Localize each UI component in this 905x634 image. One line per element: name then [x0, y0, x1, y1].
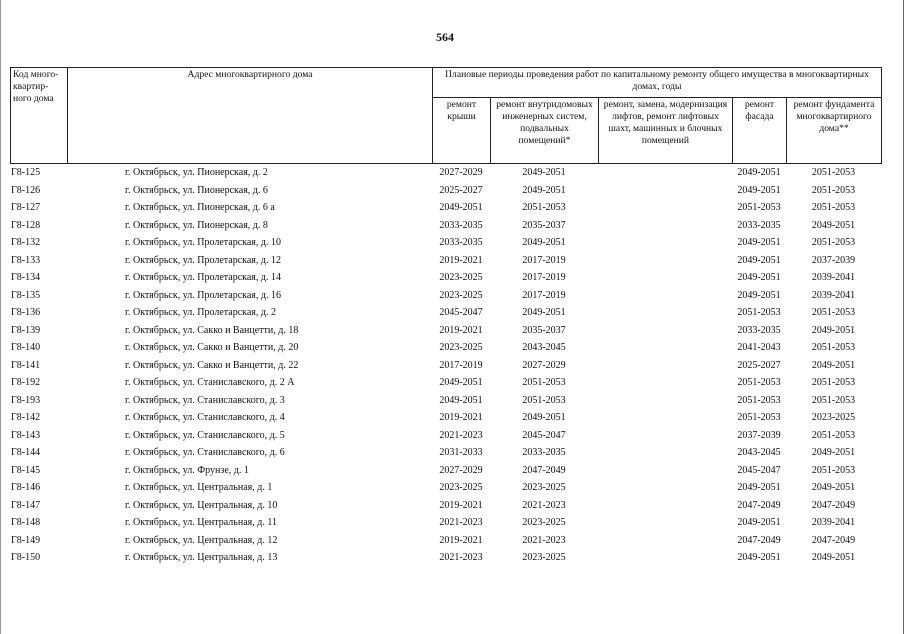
cell-address: г. Октябрьск, ул. Пионерская, д. 8 — [125, 219, 268, 231]
cell-systems: 2051-2053 — [522, 377, 566, 389]
cell-roof: 2033-2035 — [439, 237, 483, 249]
cell-code: Г8-143 — [11, 429, 41, 441]
cell-lifts — [598, 252, 732, 270]
cell-roof: 2049-2051 — [439, 377, 483, 389]
cell-systems: 2051-2053 — [522, 394, 566, 406]
cell-systems: 2049-2051 — [522, 237, 566, 249]
cell-facade: 2037-2039 — [737, 429, 781, 441]
cell-facade: 2047-2049 — [737, 534, 781, 546]
cell-systems: 2017-2019 — [522, 254, 566, 266]
cell-lifts — [598, 199, 732, 217]
cell-systems: 2023-2025 — [522, 482, 566, 494]
cell-lifts — [598, 164, 732, 182]
header-roof: ремонт крыши — [433, 98, 491, 164]
cell-lifts — [598, 462, 732, 480]
cell-systems: 2051-2053 — [522, 202, 566, 214]
cell-facade: 2051-2053 — [737, 394, 781, 406]
cell-systems: 2023-2025 — [522, 517, 566, 529]
cell-systems: 2033-2035 — [522, 447, 566, 459]
cell-code: Г8-135 — [11, 289, 41, 301]
cell-lifts — [598, 479, 732, 497]
cell-roof: 2025-2027 — [439, 184, 483, 196]
page-number: 564 — [436, 30, 454, 44]
cell-facade: 2051-2053 — [737, 377, 781, 389]
table-row — [10, 497, 881, 515]
table-row — [10, 252, 881, 270]
cell-address: г. Октябрьск, ул. Фрунзе, д. 1 — [125, 464, 249, 476]
cell-foundation: 2049-2051 — [811, 219, 856, 231]
cell-code: Г8-147 — [11, 499, 41, 511]
cell-foundation: 2049-2051 — [811, 482, 856, 494]
cell-address: г. Октябрьск, ул. Станиславского, д. 4 — [125, 412, 285, 424]
cell-roof: 2027-2029 — [439, 464, 483, 476]
cell-code: Г8-141 — [11, 359, 41, 371]
cell-code: Г8-193 — [11, 394, 41, 406]
cell-foundation: 2051-2053 — [811, 167, 856, 179]
cell-facade: 2033-2035 — [737, 219, 781, 231]
cell-foundation: 2051-2053 — [811, 342, 856, 354]
cell-roof: 2019-2021 — [439, 324, 483, 336]
cell-facade: 2051-2053 — [737, 307, 781, 319]
cell-systems: 2017-2019 — [522, 289, 566, 301]
cell-address: г. Октябрьск, ул. Пионерская, д. 6 а — [125, 202, 275, 214]
table-row — [10, 374, 881, 392]
cell-facade: 2043-2045 — [737, 447, 781, 459]
table-row — [10, 164, 881, 182]
cell-address: г. Октябрьск, ул. Центральная, д. 12 — [125, 534, 278, 546]
table-row — [10, 234, 881, 252]
cell-address: г. Октябрьск, ул. Станиславского, д. 5 — [125, 429, 285, 441]
cell-systems: 2017-2019 — [522, 272, 566, 284]
table-row — [10, 392, 881, 410]
cell-foundation: 2049-2051 — [811, 359, 856, 371]
cell-lifts — [598, 357, 732, 375]
cell-facade: 2049-2051 — [737, 167, 781, 179]
cell-roof: 2031-2033 — [439, 447, 483, 459]
cell-foundation: 2051-2053 — [811, 184, 856, 196]
cell-lifts — [598, 339, 732, 357]
cell-facade: 2033-2035 — [737, 324, 781, 336]
cell-facade: 2049-2051 — [737, 184, 781, 196]
cell-foundation: 2037-2039 — [811, 254, 856, 266]
cell-roof: 2021-2023 — [439, 517, 483, 529]
cell-foundation: 2039-2041 — [811, 289, 856, 301]
cell-address: г. Октябрьск, ул. Пролетарская, д. 12 — [125, 254, 281, 266]
table-row — [10, 462, 881, 480]
cell-code: Г8-134 — [11, 272, 41, 284]
cell-code: Г8-144 — [11, 447, 41, 459]
cell-address: г. Октябрьск, ул. Пионерская, д. 2 — [125, 167, 268, 179]
cell-lifts — [598, 322, 732, 340]
cell-address: г. Октябрьск, ул. Пионерская, д. 6 — [125, 184, 268, 196]
cell-foundation: 2051-2053 — [811, 394, 856, 406]
table-row — [10, 479, 881, 497]
cell-systems: 2049-2051 — [522, 184, 566, 196]
cell-facade: 2051-2053 — [737, 412, 781, 424]
cell-code: Г8-146 — [11, 482, 41, 494]
cell-roof: 2019-2021 — [439, 412, 483, 424]
cell-foundation: 2047-2049 — [811, 499, 856, 511]
cell-foundation: 2023-2025 — [811, 412, 856, 424]
cell-lifts — [598, 304, 732, 322]
cell-facade: 2047-2049 — [737, 499, 781, 511]
cell-lifts — [598, 392, 732, 410]
cell-address: г. Октябрьск, ул. Центральная, д. 10 — [125, 499, 278, 511]
cell-foundation: 2039-2041 — [811, 272, 856, 284]
cell-roof: 2017-2019 — [439, 359, 483, 371]
table-row — [10, 409, 881, 427]
cell-address: г. Октябрьск, ул. Центральная, д. 1 — [125, 482, 273, 494]
cell-facade: 2025-2027 — [737, 359, 781, 371]
cell-code: Г8-127 — [11, 202, 41, 214]
table-row — [10, 287, 881, 305]
cell-foundation: 2051-2053 — [811, 202, 856, 214]
cell-lifts — [598, 269, 732, 287]
header-systems: ремонт внутридомовых инженерных систем, подвальных помещений* — [491, 98, 599, 164]
cell-roof: 2049-2051 — [439, 394, 483, 406]
cell-code: Г8-133 — [11, 254, 41, 266]
cell-facade: 2049-2051 — [737, 552, 781, 564]
cell-code: Г8-149 — [11, 534, 41, 546]
cell-systems: 2049-2051 — [522, 412, 566, 424]
cell-address: г. Октябрьск, ул. Центральная, д. 11 — [125, 517, 277, 529]
cell-code: Г8-192 — [11, 377, 41, 389]
cell-facade: 2049-2051 — [737, 237, 781, 249]
cell-foundation: 2047-2049 — [811, 534, 856, 546]
cell-foundation: 2051-2053 — [811, 377, 856, 389]
data-table — [10, 164, 881, 567]
cell-foundation: 2051-2053 — [811, 429, 856, 441]
cell-lifts — [598, 374, 732, 392]
cell-lifts — [598, 234, 732, 252]
cell-code: Г8-145 — [11, 464, 41, 476]
cell-lifts — [598, 497, 732, 515]
table-row — [10, 444, 881, 462]
header-periods: Плановые периоды проведения работ по капитальному ремонту общего имущества в многоквартирных домах, годы — [433, 68, 882, 98]
cell-address: г. Октябрьск, ул. Сакко и Ванцетти, д. 22 — [125, 359, 299, 371]
cell-systems: 2047-2049 — [522, 464, 566, 476]
cell-address: г. Октябрьск, ул. Станиславского, д. 6 — [125, 447, 285, 459]
cell-systems: 2043-2045 — [522, 342, 566, 354]
cell-lifts — [598, 217, 732, 235]
table-row — [10, 532, 881, 550]
cell-address: г. Октябрьск, ул. Пролетарская, д. 16 — [125, 289, 281, 301]
cell-roof: 2021-2023 — [439, 429, 483, 441]
cell-roof: 2021-2023 — [439, 552, 483, 564]
cell-systems: 2023-2025 — [522, 552, 566, 564]
cell-code: Г8-142 — [11, 412, 41, 424]
cell-lifts — [598, 182, 732, 200]
cell-address: г. Октябрьск, ул. Пролетарская, д. 14 — [125, 272, 281, 284]
cell-roof: 2019-2021 — [439, 254, 483, 266]
cell-roof: 2023-2025 — [439, 272, 483, 284]
cell-foundation: 2039-2041 — [811, 517, 856, 529]
cell-foundation: 2049-2051 — [811, 447, 856, 459]
cell-address: г. Октябрьск, ул. Сакко и Ванцетти, д. 18 — [125, 324, 299, 336]
cell-facade: 2049-2051 — [737, 254, 781, 266]
table-row — [10, 199, 881, 217]
table-row — [10, 427, 881, 445]
cell-code: Г8-150 — [11, 552, 41, 564]
cell-facade: 2049-2051 — [737, 272, 781, 284]
cell-roof: 2033-2035 — [439, 219, 483, 231]
cell-lifts — [598, 427, 732, 445]
cell-systems: 2049-2051 — [522, 167, 566, 179]
cell-roof: 2027-2029 — [439, 167, 483, 179]
cell-roof: 2023-2025 — [439, 482, 483, 494]
cell-roof: 2019-2021 — [439, 534, 483, 546]
cell-roof: 2045-2047 — [439, 307, 483, 319]
table-row — [10, 357, 881, 375]
header-lifts: ремонт, замена, модернизация лифтов, ремонт лифтовых шахт, машинных и блочных помещений — [599, 98, 733, 164]
cell-facade: 2049-2051 — [737, 289, 781, 301]
cell-facade: 2049-2051 — [737, 517, 781, 529]
cell-code: Г8-132 — [11, 237, 41, 249]
table-row — [10, 182, 881, 200]
header-address: Адрес многоквартирного дома — [68, 68, 433, 164]
cell-code: Г8-136 — [11, 307, 41, 319]
cell-address: г. Октябрьск, ул. Пролетарская, д. 2 — [125, 307, 276, 319]
cell-facade: 2045-2047 — [737, 464, 781, 476]
cell-systems: 2035-2037 — [522, 324, 566, 336]
cell-lifts — [598, 532, 732, 550]
cell-roof: 2023-2025 — [439, 342, 483, 354]
cell-systems: 2045-2047 — [522, 429, 566, 441]
cell-lifts — [598, 444, 732, 462]
cell-lifts — [598, 409, 732, 427]
cell-foundation: 2051-2053 — [811, 237, 856, 249]
cell-address: г. Октябрьск, ул. Станиславского, д. 3 — [125, 394, 285, 406]
cell-roof: 2023-2025 — [439, 289, 483, 301]
cell-systems: 2027-2029 — [522, 359, 566, 371]
cell-foundation: 2051-2053 — [811, 464, 856, 476]
cell-lifts — [598, 514, 732, 532]
scan-right-edge — [903, 0, 904, 634]
table-row — [10, 514, 881, 532]
table-row — [10, 322, 881, 340]
cell-code: Г8-139 — [11, 324, 41, 336]
cell-systems: 2021-2023 — [522, 534, 566, 546]
cell-facade: 2049-2051 — [737, 482, 781, 494]
cell-code: Г8-140 — [11, 342, 41, 354]
cell-roof: 2049-2051 — [439, 202, 483, 214]
table-row — [10, 549, 881, 567]
table-header — [10, 67, 882, 164]
cell-lifts — [598, 549, 732, 567]
cell-roof: 2019-2021 — [439, 499, 483, 511]
cell-code: Г8-128 — [11, 219, 41, 231]
cell-address: г. Октябрьск, ул. Пролетарская, д. 10 — [125, 237, 281, 249]
cell-systems: 2021-2023 — [522, 499, 566, 511]
cell-address: г. Октябрьск, ул. Сакко и Ванцетти, д. 20 — [125, 342, 299, 354]
cell-facade: 2051-2053 — [737, 202, 781, 214]
cell-facade: 2041-2043 — [737, 342, 781, 354]
cell-lifts — [598, 287, 732, 305]
table-row — [10, 269, 881, 287]
cell-address: г. Октябрьск, ул. Станиславского, д. 2 А — [125, 377, 295, 389]
table-row — [10, 217, 881, 235]
table-row — [10, 304, 881, 322]
cell-systems: 2035-2037 — [522, 219, 566, 231]
scan-left-edge — [0, 0, 1, 634]
cell-foundation: 2049-2051 — [811, 552, 856, 564]
cell-foundation: 2049-2051 — [811, 324, 856, 336]
header-code: Код много-квартир-ного дома — [11, 68, 68, 164]
cell-address: г. Октябрьск, ул. Центральная, д. 13 — [125, 552, 278, 564]
header-facade: ремонт фасада — [733, 98, 787, 164]
cell-code: Г8-125 — [11, 167, 41, 179]
cell-foundation: 2051-2053 — [811, 307, 856, 319]
cell-code: Г8-126 — [11, 184, 41, 196]
cell-systems: 2049-2051 — [522, 307, 566, 319]
table-row — [10, 339, 881, 357]
header-foundation: ремонт фундамента многоквартирного дома** — [787, 98, 882, 164]
cell-code: Г8-148 — [11, 517, 41, 529]
